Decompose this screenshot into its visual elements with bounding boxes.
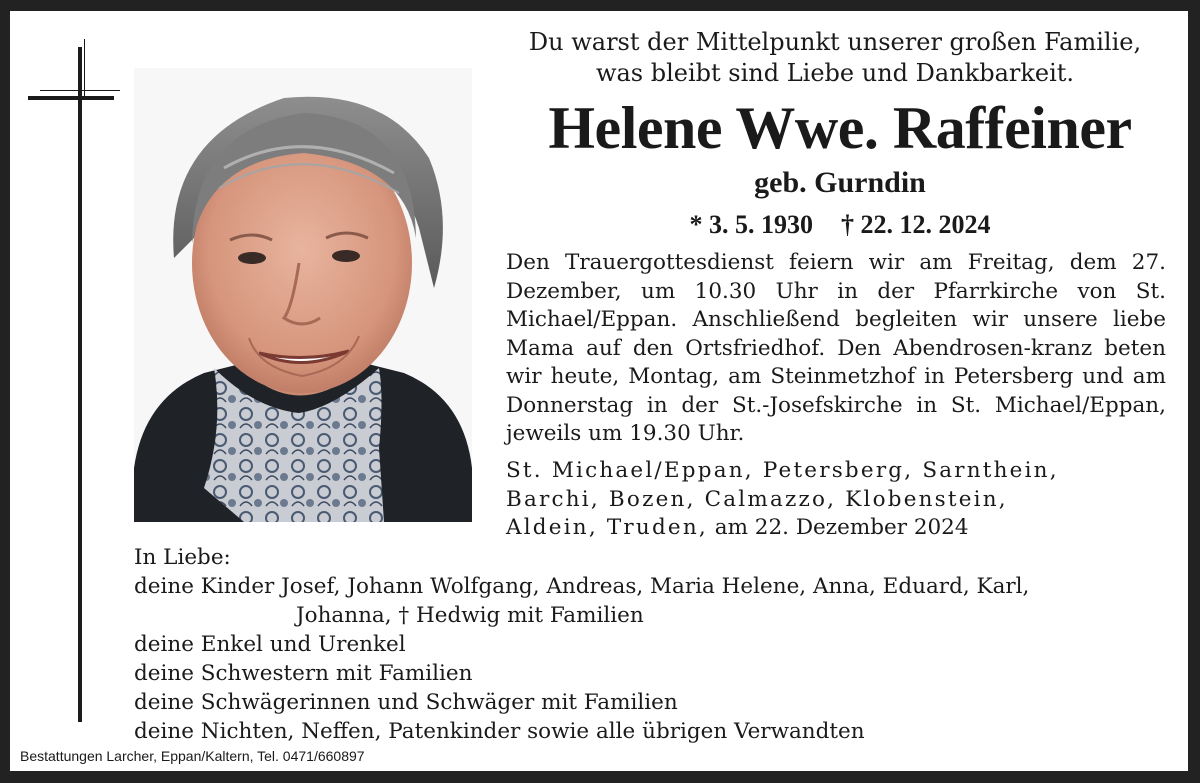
obituary-card — [10, 11, 1188, 771]
places-line-1: St. Michael/Eppan, Petersberg, Sarnthein, — [506, 458, 1059, 483]
mourners-children: deine Kinder Josef, Johann Wolfgang, Andreas, Maria Helene, Anna, Eduard, Karl, — [134, 574, 1030, 599]
places-line-3-towns: Aldein, Truden, — [506, 515, 708, 540]
mourners-list — [134, 543, 1174, 746]
motto-line-2: was bleibt sind Liebe und Dankbarkeit. — [595, 59, 1075, 87]
places-and-date — [506, 457, 1166, 543]
birth-name: geb. Gurndin — [754, 166, 926, 199]
cross-icon-horizontal-bar — [28, 96, 114, 100]
life-dates — [490, 209, 1188, 241]
cross-icon-vertical-bar — [78, 47, 82, 722]
death-date: † 22. 12. 2024 — [841, 210, 991, 239]
portrait-photo — [134, 68, 472, 522]
mourners-intro: In Liebe: — [134, 545, 231, 570]
places-line-3-date: am 22. Dezember 2024 — [707, 515, 969, 540]
places-line-3 — [506, 514, 1166, 543]
motto — [500, 27, 1170, 89]
mourners-relatives: deine Nichten, Neffen, Patenkinder sowie alle übrigen Verwandten — [134, 719, 865, 744]
mourners-children-continued: Johanna, † Hedwig mit Familien — [296, 603, 644, 628]
mourners-in-laws: deine Schwägerinnen und Schwäger mit Familien — [134, 690, 678, 715]
places-line-2: Barchi, Bozen, Calmazzo, Klobenstein, — [506, 486, 1008, 512]
funeral-home-footer: Bestattungen Larcher, Eppan/Kaltern, Tel. 0471/660897 — [20, 748, 365, 764]
mourners-sisters: deine Schwestern mit Familien — [134, 661, 473, 686]
service-announcement: Den Trauergottesdienst feiern wir am Freitag, dem 27. Dezember, um 10.30 Uhr in der Pfarrkirche von St. Michael/Eppan. Anschließend begleiten wir unsere liebe Mama auf den Ortsfriedhof. Den Abendrosen-kranz beten wir heute, Montag, am Steinmetzhof in Petersberg und am Donnerstag in der St.-Josefskirche in St. Michael/Eppan, jeweils um 19.30 Uhr. — [506, 250, 1166, 446]
mourners-grandchildren: deine Enkel und Urenkel — [134, 632, 406, 657]
deceased-name: Helene Wwe. Raffeiner — [548, 95, 1132, 161]
birth-date: * 3. 5. 1930 — [689, 210, 813, 239]
motto-line-1: Du warst der Mittelpunkt unserer großen Familie, — [528, 28, 1142, 56]
portrait-illustration — [134, 68, 472, 522]
